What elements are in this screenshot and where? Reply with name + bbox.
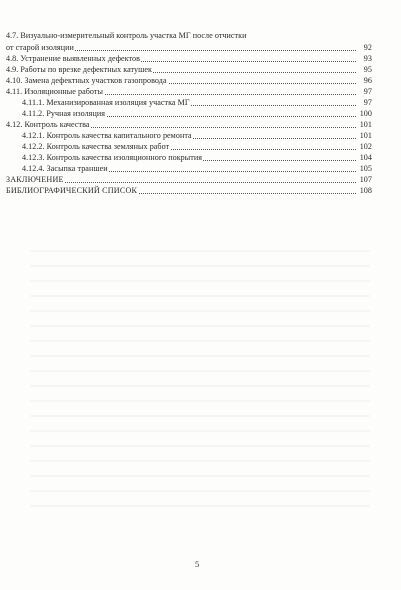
toc-entry-title: 4.12.3. Контроль качества изоляционного покрытия bbox=[22, 153, 203, 162]
toc-entry-conclusion bbox=[6, 174, 372, 185]
toc-entry-4-10 bbox=[6, 75, 372, 86]
toc-entry-4-7-line1 bbox=[6, 30, 372, 42]
show-through-background bbox=[30, 250, 370, 530]
toc-entry-title: 4.10. Замена дефектных участков газопровода bbox=[6, 76, 167, 85]
toc-entry-page: 108 bbox=[359, 186, 372, 195]
toc-entry-4-12-2 bbox=[6, 141, 372, 152]
toc-entry-title: от старой изоляции bbox=[6, 43, 74, 52]
toc-entry-4-12-3 bbox=[6, 152, 372, 163]
toc-entry-4-9 bbox=[6, 64, 372, 75]
toc-entry-4-7-line2 bbox=[6, 42, 372, 53]
toc-entry-bibliography bbox=[6, 185, 372, 196]
toc-entry-title: 4.8. Устранение выявленных дефектов bbox=[6, 54, 141, 63]
toc-entry-4-12 bbox=[6, 119, 372, 130]
toc-entry-title: 4.9. Работы по врезке дефектных катушек bbox=[6, 65, 153, 74]
toc-entry-title: 4.12.1. Контроль качества капитального ремонта bbox=[22, 131, 192, 140]
toc-entry-4-11-1 bbox=[6, 97, 372, 108]
toc-entry-4-12-4 bbox=[6, 163, 372, 174]
toc-entry-page: 97 bbox=[363, 87, 372, 96]
toc-entry-title: 4.12. Контроль качества bbox=[6, 120, 90, 129]
toc-entry-title: ЗАКЛЮЧЕНИЕ bbox=[6, 175, 64, 184]
toc-entry-page: 100 bbox=[359, 109, 372, 118]
toc-entry-page: 92 bbox=[363, 43, 372, 52]
toc-entry-4-11-2 bbox=[6, 108, 372, 119]
toc-entry-title: 4.11.2. Ручная изоляция bbox=[22, 109, 105, 118]
toc-entry-title: 4.11.1. Механизированная изоляция участка МГ bbox=[22, 98, 190, 107]
toc-entry-4-8 bbox=[6, 53, 372, 64]
toc-entry-page: 101 bbox=[359, 120, 372, 129]
toc-entry-page: 95 bbox=[363, 65, 372, 74]
toc-entry-page: 93 bbox=[363, 54, 372, 63]
toc-entry-title: 4.7. Визуально-измерительный контроль участка МГ после отчистки bbox=[6, 31, 247, 40]
toc-entry-page: 107 bbox=[359, 175, 372, 184]
toc-entry-page: 104 bbox=[359, 153, 372, 162]
toc-entry-page: 102 bbox=[359, 142, 372, 151]
page-number: 5 bbox=[195, 559, 200, 569]
toc-entry-title: БИБЛИОГРАФИЧЕСКИЙ СПИСОК bbox=[6, 186, 138, 195]
toc-entry-page: 101 bbox=[359, 131, 372, 140]
table-of-contents bbox=[6, 30, 372, 196]
toc-entry-title: 4.12.4. Засыпка траншеи bbox=[22, 164, 108, 173]
toc-entry-4-11 bbox=[6, 86, 372, 97]
toc-entry-page: 96 bbox=[363, 76, 372, 85]
toc-entry-page: 97 bbox=[363, 98, 372, 107]
toc-entry-4-12-1 bbox=[6, 130, 372, 141]
toc-entry-title: 4.11. Изоляционные работы bbox=[6, 87, 103, 96]
toc-entry-title: 4.12.2. Контроль качества земляных работ bbox=[22, 142, 170, 151]
toc-entry-page: 105 bbox=[359, 164, 372, 173]
